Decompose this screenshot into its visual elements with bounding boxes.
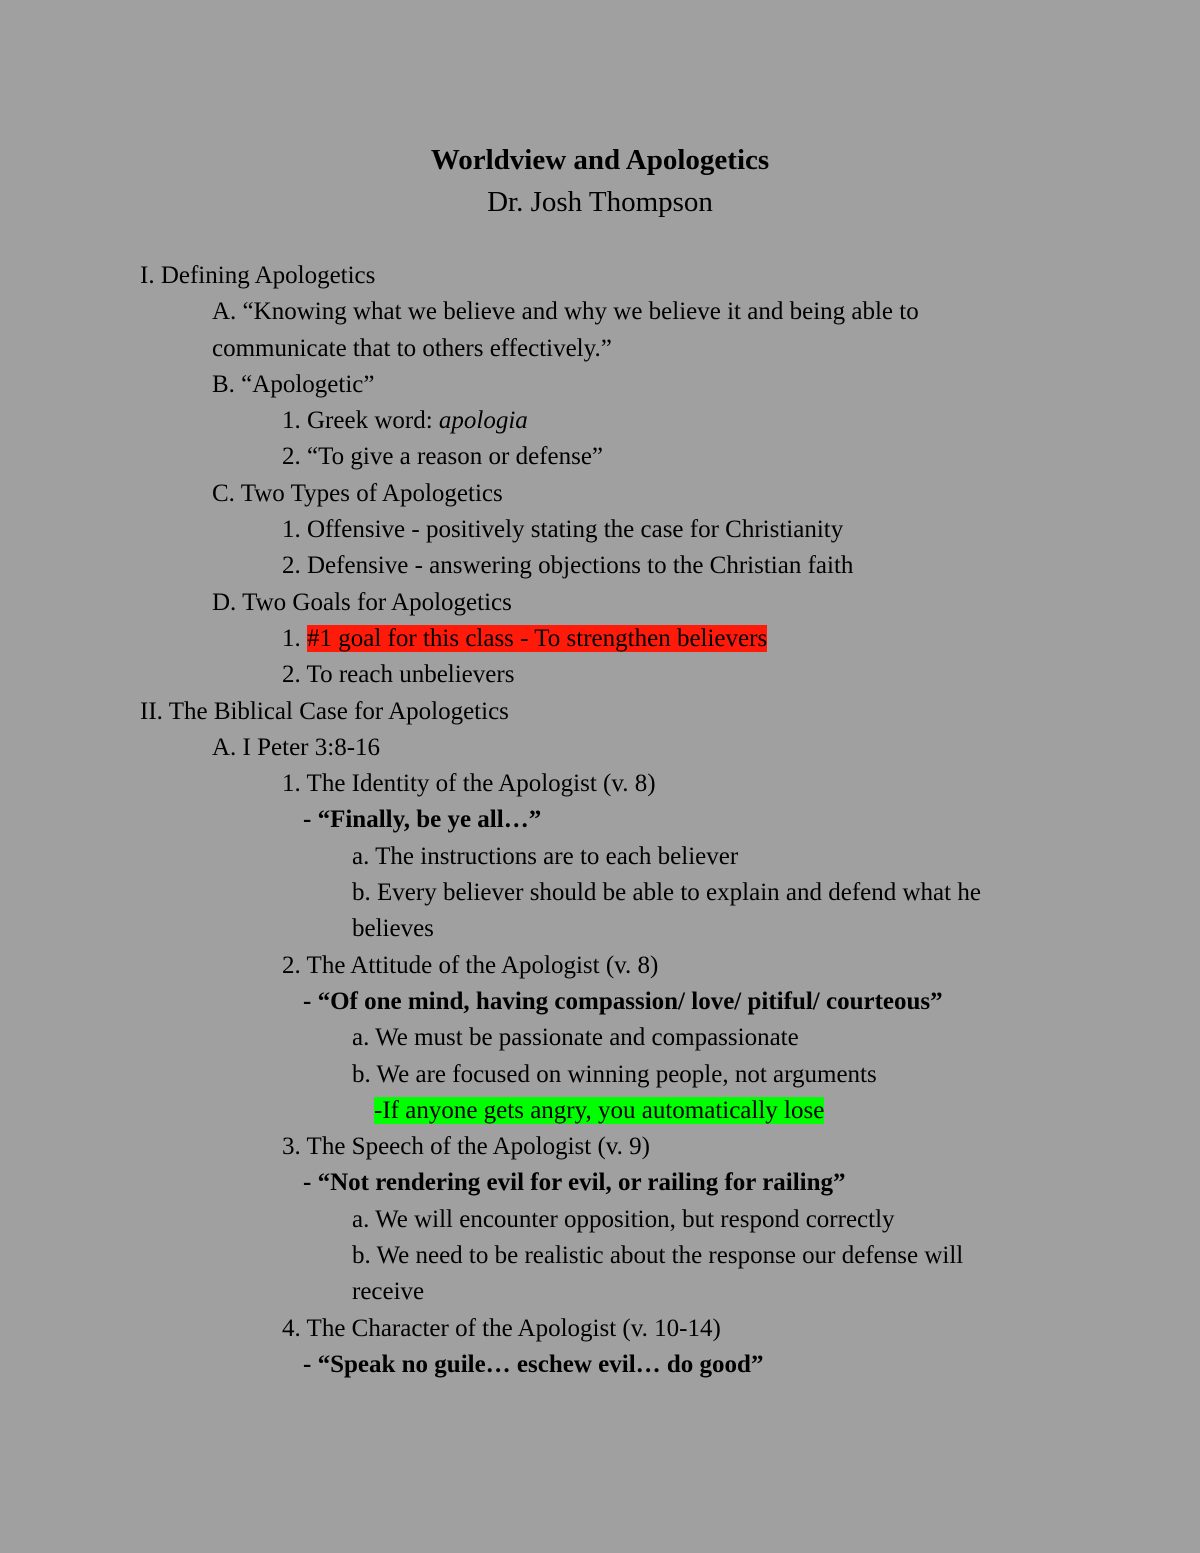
outline-point: a. We will encounter opposition, but respond correctly xyxy=(352,1205,895,1233)
outline-point: b. We need to be realistic about the response our defense will xyxy=(352,1242,964,1270)
outline-subitem xyxy=(0,621,1200,657)
outline-subitem: 2. “To give a reason or defense” xyxy=(282,443,604,471)
outline-point-continuation: believes xyxy=(352,915,434,943)
scripture-quote: - “Speak no guile… eschew evil… do good” xyxy=(303,1350,764,1378)
highlighted-note: -If anyone gets angry, you automatically lose xyxy=(374,1096,825,1124)
scripture-quote: - “Not rendering evil for evil, or railing for railing” xyxy=(303,1169,846,1197)
outline-point: a. We must be passionate and compassionate xyxy=(352,1024,799,1052)
outline-item-continuation: communicate that to others effectively.” xyxy=(212,334,612,362)
outline-item: A. I Peter 3:8-16 xyxy=(212,733,381,761)
document-author: Dr. Josh Thompson xyxy=(487,186,713,218)
outline-subitem: 4. The Character of the Apologist (v. 10-14) xyxy=(282,1314,721,1342)
outline-point: a. The instructions are to each believer xyxy=(352,842,739,870)
outline-note xyxy=(0,1093,1200,1129)
section-heading: II. The Biblical Case for Apologetics xyxy=(140,697,509,725)
outline-point: b. We are focused on winning people, not arguments xyxy=(352,1060,877,1088)
scripture-quote: - “Of one mind, having compassion/ love/ pitiful/ courteous” xyxy=(303,987,943,1015)
outline-item: A. “Knowing what we believe and why we believe it and being able to xyxy=(212,298,919,326)
outline-subitem: 1. The Identity of the Apologist (v. 8) xyxy=(282,770,656,798)
outline-point: b. Every believer should be able to explain and defend what he xyxy=(352,879,981,907)
outline-subitem: 3. The Speech of the Apologist (v. 9) xyxy=(282,1133,650,1161)
outline-subitem: 2. To reach unbelievers xyxy=(282,661,515,689)
outline-subitem: 2. Defensive - answering objections to the Christian faith xyxy=(282,552,854,580)
outline-subitem-number: 1. xyxy=(282,624,307,652)
outline-item: C. Two Types of Apologetics xyxy=(212,479,503,507)
greek-term: apologia xyxy=(438,407,528,435)
outline-point-continuation: receive xyxy=(352,1278,425,1306)
outline-subitem: 2. The Attitude of the Apologist (v. 8) xyxy=(282,951,659,979)
outline-item: B. “Apologetic” xyxy=(212,370,375,398)
document-title: Worldview and Apologetics xyxy=(430,144,770,176)
outline xyxy=(0,258,1200,1383)
outline-subitem xyxy=(0,403,1200,439)
outline-subitem-label: 1. Greek word: xyxy=(282,407,439,435)
outline-subitem: 1. Offensive - positively stating the case for Christianity xyxy=(282,516,844,544)
section-heading: I. Defining Apologetics xyxy=(140,262,376,289)
scripture-quote: - “Finally, be ye all…” xyxy=(303,806,542,834)
highlighted-goal: #1 goal for this class - To strengthen believers xyxy=(307,624,768,652)
outline-item: D. Two Goals for Apologetics xyxy=(212,588,512,616)
